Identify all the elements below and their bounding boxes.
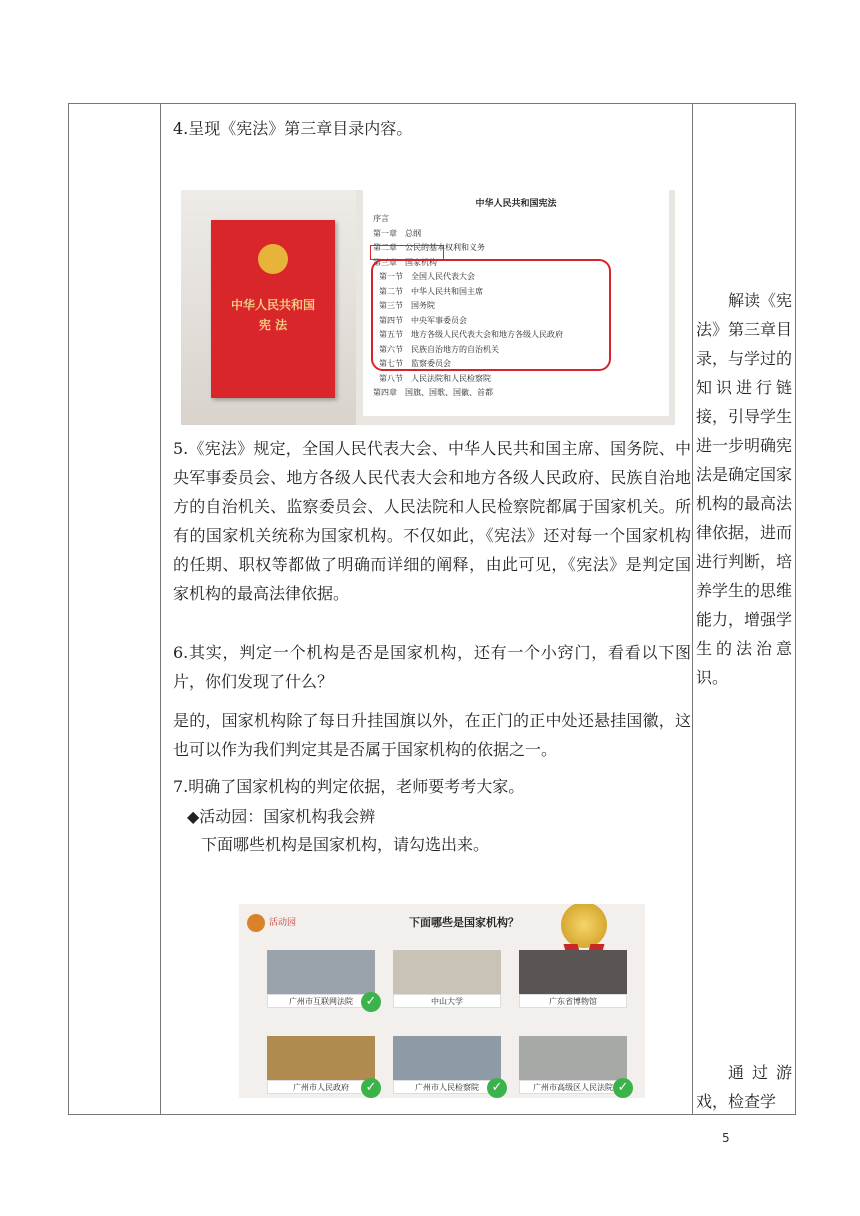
chapter-3-highlight (370, 245, 444, 260)
column-divider-left (160, 104, 161, 1114)
column-divider-right (692, 104, 693, 1114)
check-icon: ✓ (613, 1078, 633, 1098)
institution-card-label: 中山大学 (393, 994, 501, 1008)
activity-badge: 活动园 (269, 918, 297, 928)
toc-item: 第四章 国旗、国歌、国徽、首都 (373, 388, 493, 397)
step-6: 6.其实，判定一个机构是否是国家机构，还有一个小窍门，看看以下图片，你们发现了什么？ (173, 643, 691, 691)
toc-title: 中华人民共和国宪法 (475, 199, 557, 209)
toc-item: 第三节 国务院 (379, 301, 435, 310)
note-game-check: 通过游戏，检查学 (696, 1063, 792, 1111)
check-icon: ✓ (361, 1078, 381, 1098)
gold-medal-icon (561, 904, 607, 948)
institution-card[interactable] (267, 950, 375, 1008)
book-subtitle: 宪 法 (258, 318, 288, 332)
toc-item: 第四节 中央军事委员会 (379, 315, 467, 325)
step-7: 7.明确了国家机构的判定依据，老师要考考大家。 (173, 777, 525, 796)
institution-card-label: 广州市高级区人民法院 (519, 1080, 627, 1094)
institution-card-label: 广东省博物馆 (519, 994, 627, 1008)
toc-item: 第二节 中华人民共和国主席 (379, 286, 483, 296)
check-icon: ✓ (487, 1078, 507, 1098)
toc-item: 第五节 地方各级人民代表大会和地方各级人民政府 (379, 330, 563, 339)
institution-card-label: 广州市人民检察院 (393, 1080, 501, 1094)
institution-card[interactable] (519, 1036, 627, 1094)
activity-badge-icon (247, 914, 265, 932)
institution-card[interactable] (393, 1036, 501, 1094)
toc-panel (363, 190, 669, 416)
toc-item: 第二章 公民的基本权利和义务 (373, 243, 485, 252)
institution-card[interactable] (519, 950, 627, 1008)
toc-item: 第六节 民族自治地方的自治机关 (379, 344, 499, 354)
book-title: 中华人民共和国 (230, 298, 315, 312)
note-design-intent: 解读《宪法》第三章目录，与学过的知识进行链接，引导学生进一步明确宪法是确定国家机构的最高法律依据，进而进行判断，培养学生的思维能力，增强学生的法治意识。 (696, 291, 793, 687)
step-5: 5.《宪法》规定，全国人民代表大会、中华人民共和国主席、国务院、中央军事委员会、地方各级人民代表大会和地方各级人民政府、民族自治地方的自治机关、监察委员会、人民法院和人民检察院都属于国家机关。所有的国家机关统称为国家机构。不仅如此，《宪法》还对每一个国家机构的任期、职权等都做了明确而详细的阐释，由此可见，《宪法》是判定国家机构的最高法律依据。 (173, 439, 691, 603)
institution-card[interactable] (267, 1036, 375, 1094)
activity-heading: ◆活动园：国家机构我会辨 (187, 807, 376, 826)
institution-card-label: 广州市人民政府 (267, 1080, 375, 1094)
toc-item: 第三章 国家机构 (373, 257, 437, 267)
national-emblem-icon (258, 244, 288, 274)
toc-item: 第八节 人民法院和人民检察院 (379, 373, 491, 383)
step-4: 4.呈现《宪法》第三章目录内容。 (173, 119, 413, 138)
lesson-table (68, 103, 796, 1115)
activity-instruction: 下面哪些机构是国家机构，请勾选出来。 (201, 835, 490, 854)
institution-card-label: 广州市互联网法院 (267, 994, 375, 1008)
toc-item: 第七节 监察委员会 (379, 359, 451, 368)
institution-card[interactable] (393, 950, 501, 1008)
sections-highlight (371, 259, 611, 371)
check-icon: ✓ (361, 992, 381, 1012)
page-number: 5 (722, 1131, 730, 1145)
activity-figure (239, 904, 645, 1098)
toc-item: 第一章 总纲 (373, 228, 421, 238)
constitution-figure (181, 190, 675, 425)
toc-item: 序言 (373, 214, 389, 223)
step-6-answer: 是的，国家机构除了每日升挂国旗以外，在正门的正中处还悬挂国徽，这也可以作为我们判定其是否属于国家机构的依据之一。 (173, 711, 691, 759)
activity-question: 下面哪些是国家机构？ (409, 916, 519, 929)
toc-item: 第一节 全国人民代表大会 (379, 272, 475, 281)
constitution-book (211, 220, 335, 398)
